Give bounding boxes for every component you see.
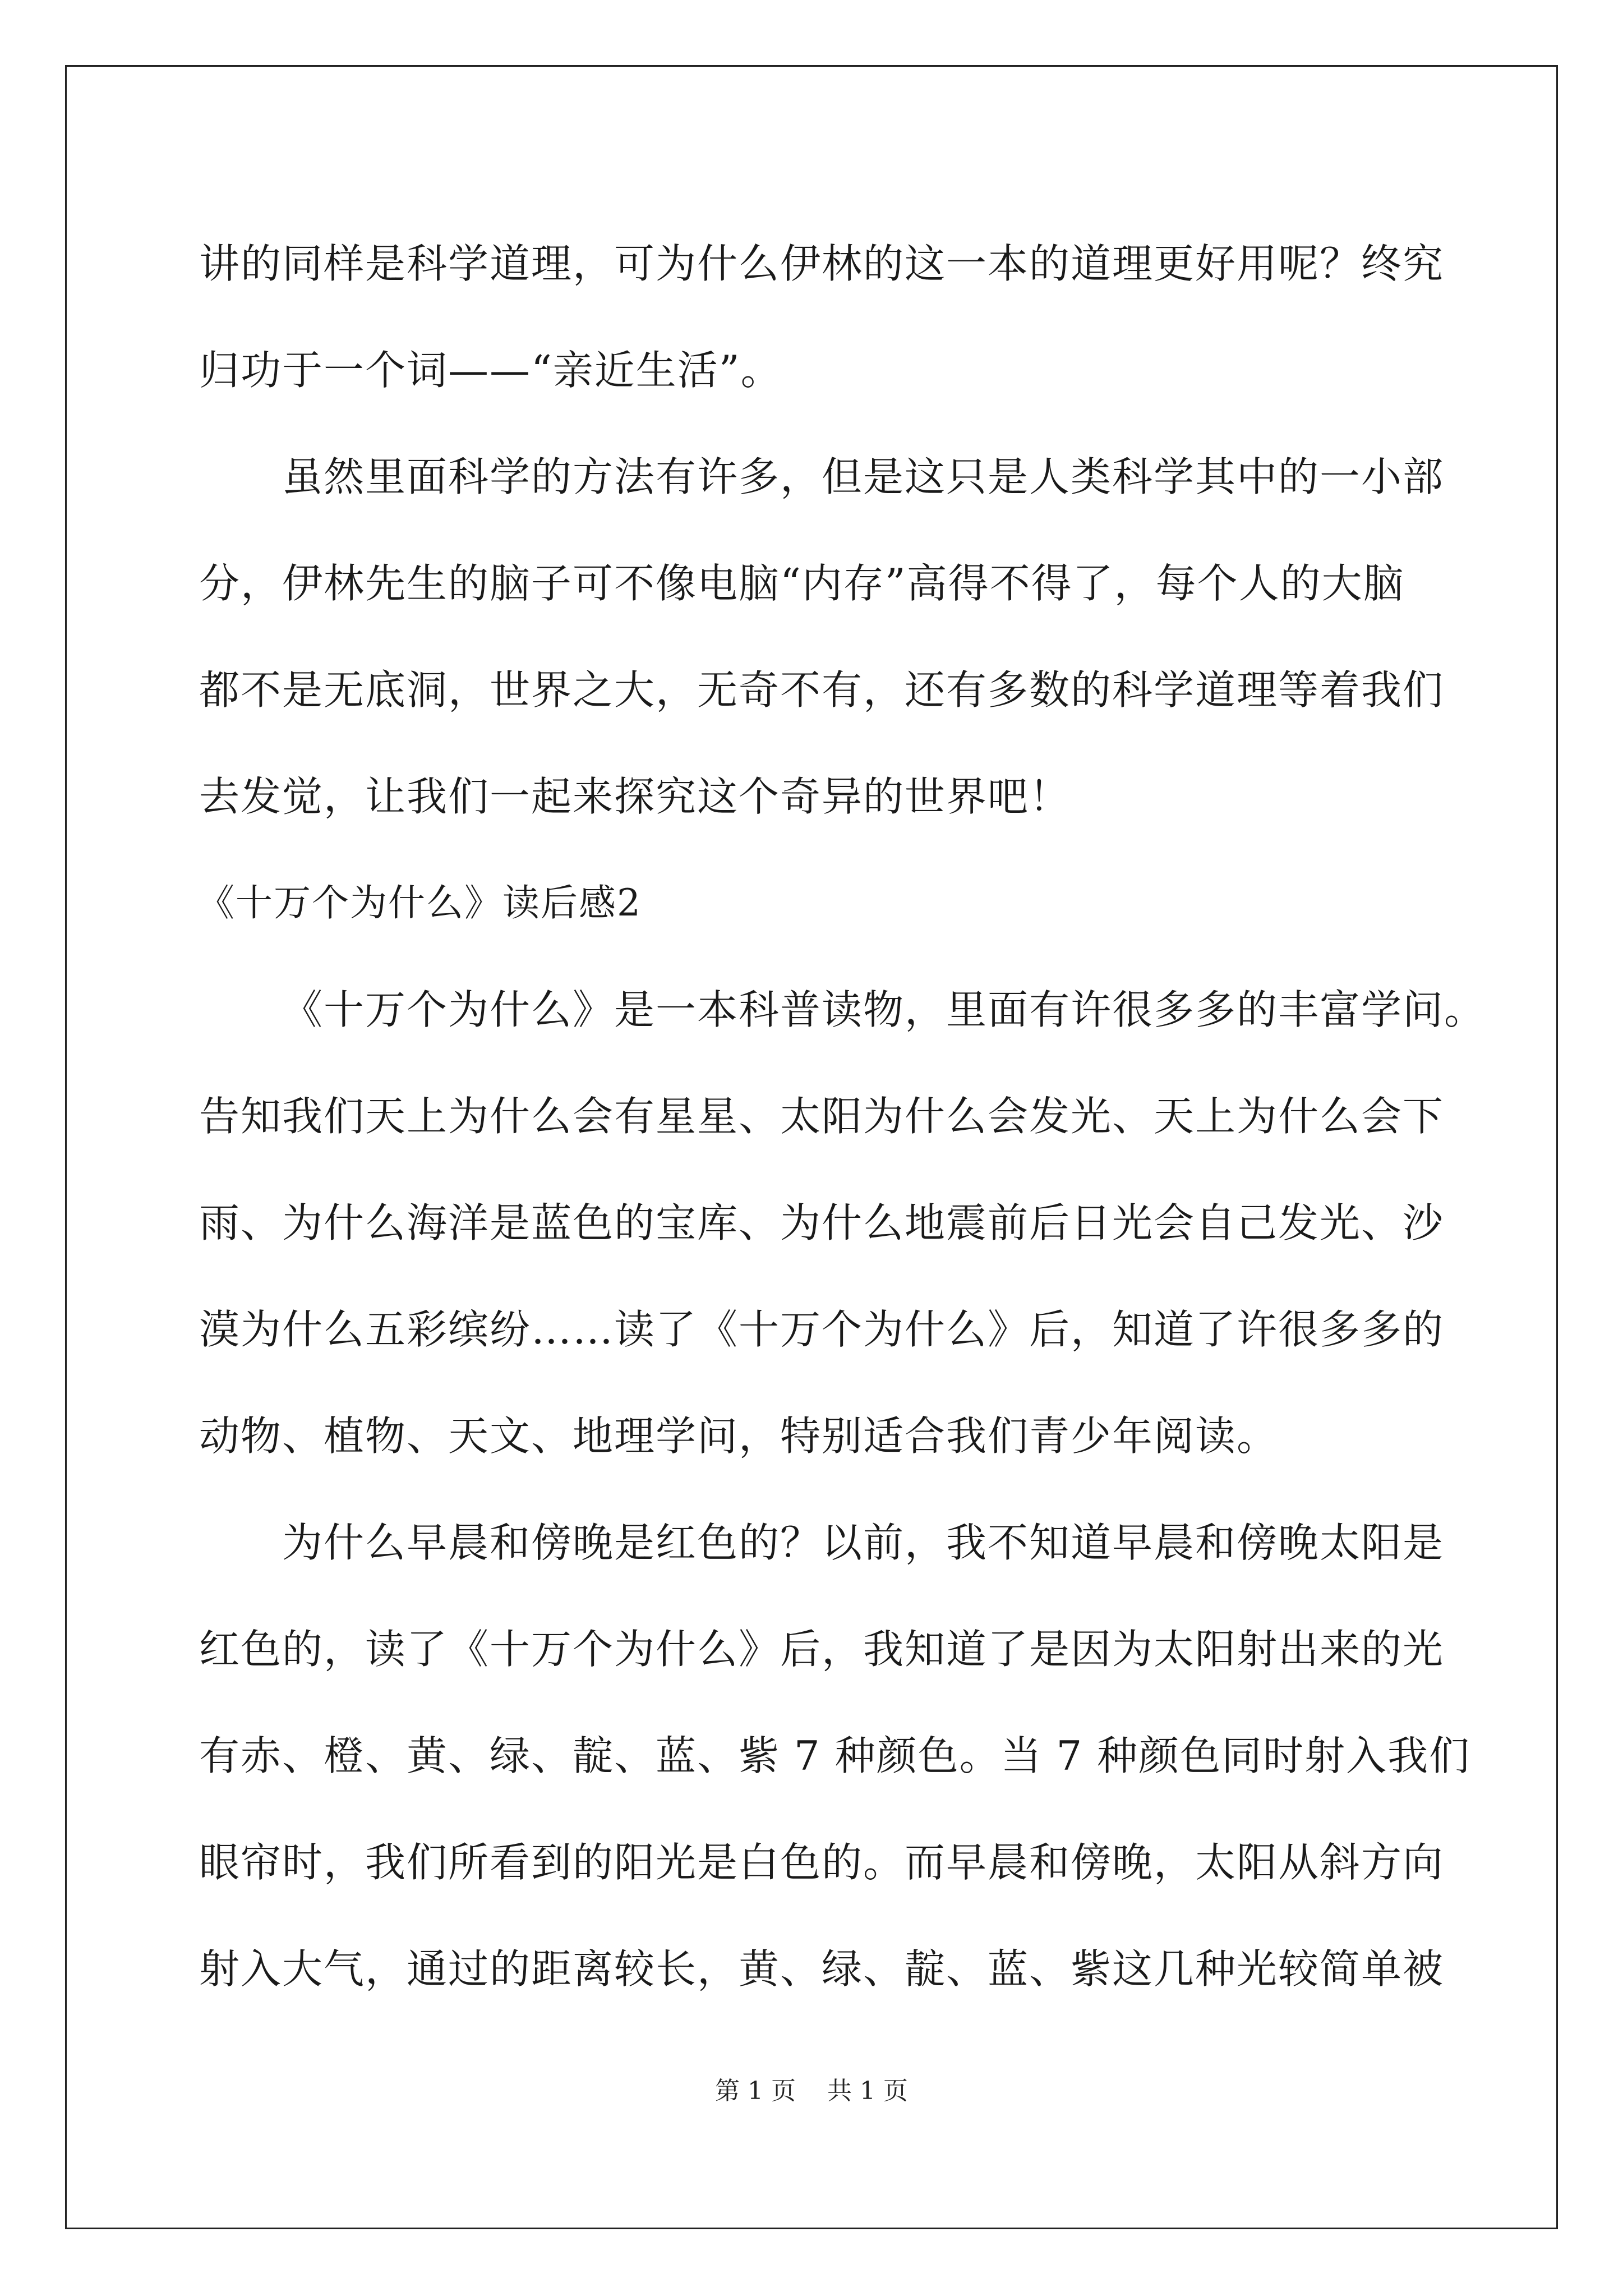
text-line: 都不是无底洞，世界之大，无奇不有，还有多数的科学道理等着我们 xyxy=(199,666,1445,714)
paragraph-start-line: 虽然里面科学的方法有许多，但是这只是人类科学其中的一小部 xyxy=(282,453,1445,500)
paragraph-start-line: 《十万个为什么》是一本科普读物，里面有许很多多的丰富学问。 xyxy=(282,986,1486,1033)
document-body xyxy=(197,210,1486,2022)
text-line: 动物、植物、天文、地理学问，特别适合我们青少年阅读。 xyxy=(199,1412,1279,1460)
page-number-footer: 第 1 页 共 1 页 xyxy=(715,2077,908,2105)
text-line: 分，伊林先生的脑子可不像电脑“内存”高得不得了，每个人的大脑 xyxy=(199,560,1405,607)
section-heading: 《十万个为什么》读后感2 xyxy=(197,881,642,924)
text-line: 眼帘时，我们所看到的阳光是白色的。而早晨和傍晚，太阳从斜方向 xyxy=(199,1839,1445,1886)
paragraph-start-line: 为什么早晨和傍晚是红色的？以前，我不知道早晨和傍晚太阳是 xyxy=(282,1519,1445,1566)
text-line: 讲的同样是科学道理，可为什么伊林的这一本的道理更好用呢？终究 xyxy=(199,240,1445,287)
text-line: 去发觉，让我们一起来探究这个奇异的世界吧！ xyxy=(199,773,1071,820)
text-line: 射入大气，通过的距离较长，黄、绿、靛、蓝、紫这几种光较简单被 xyxy=(199,1945,1445,1993)
text-line: 归功于一个词——“亲近生活”。 xyxy=(199,347,782,394)
text-line: 告知我们天上为什么会有星星、太阳为什么会发光、天上为什么会下 xyxy=(199,1093,1445,1140)
text-line: 雨、为什么海洋是蓝色的宝库、为什么地震前后日光会自己发光、沙 xyxy=(199,1199,1445,1246)
text-line: 有赤、橙、黄、绿、靛、蓝、紫 7 种颜色。当 7 种颜色同时射入我们 xyxy=(199,1732,1471,1779)
text-line: 漠为什么五彩缤纷……读了《十万个为什么》后，知道了许很多多的 xyxy=(199,1306,1445,1353)
text-line: 红色的，读了《十万个为什么》后，我知道了是因为太阳射出来的光 xyxy=(199,1626,1445,1673)
